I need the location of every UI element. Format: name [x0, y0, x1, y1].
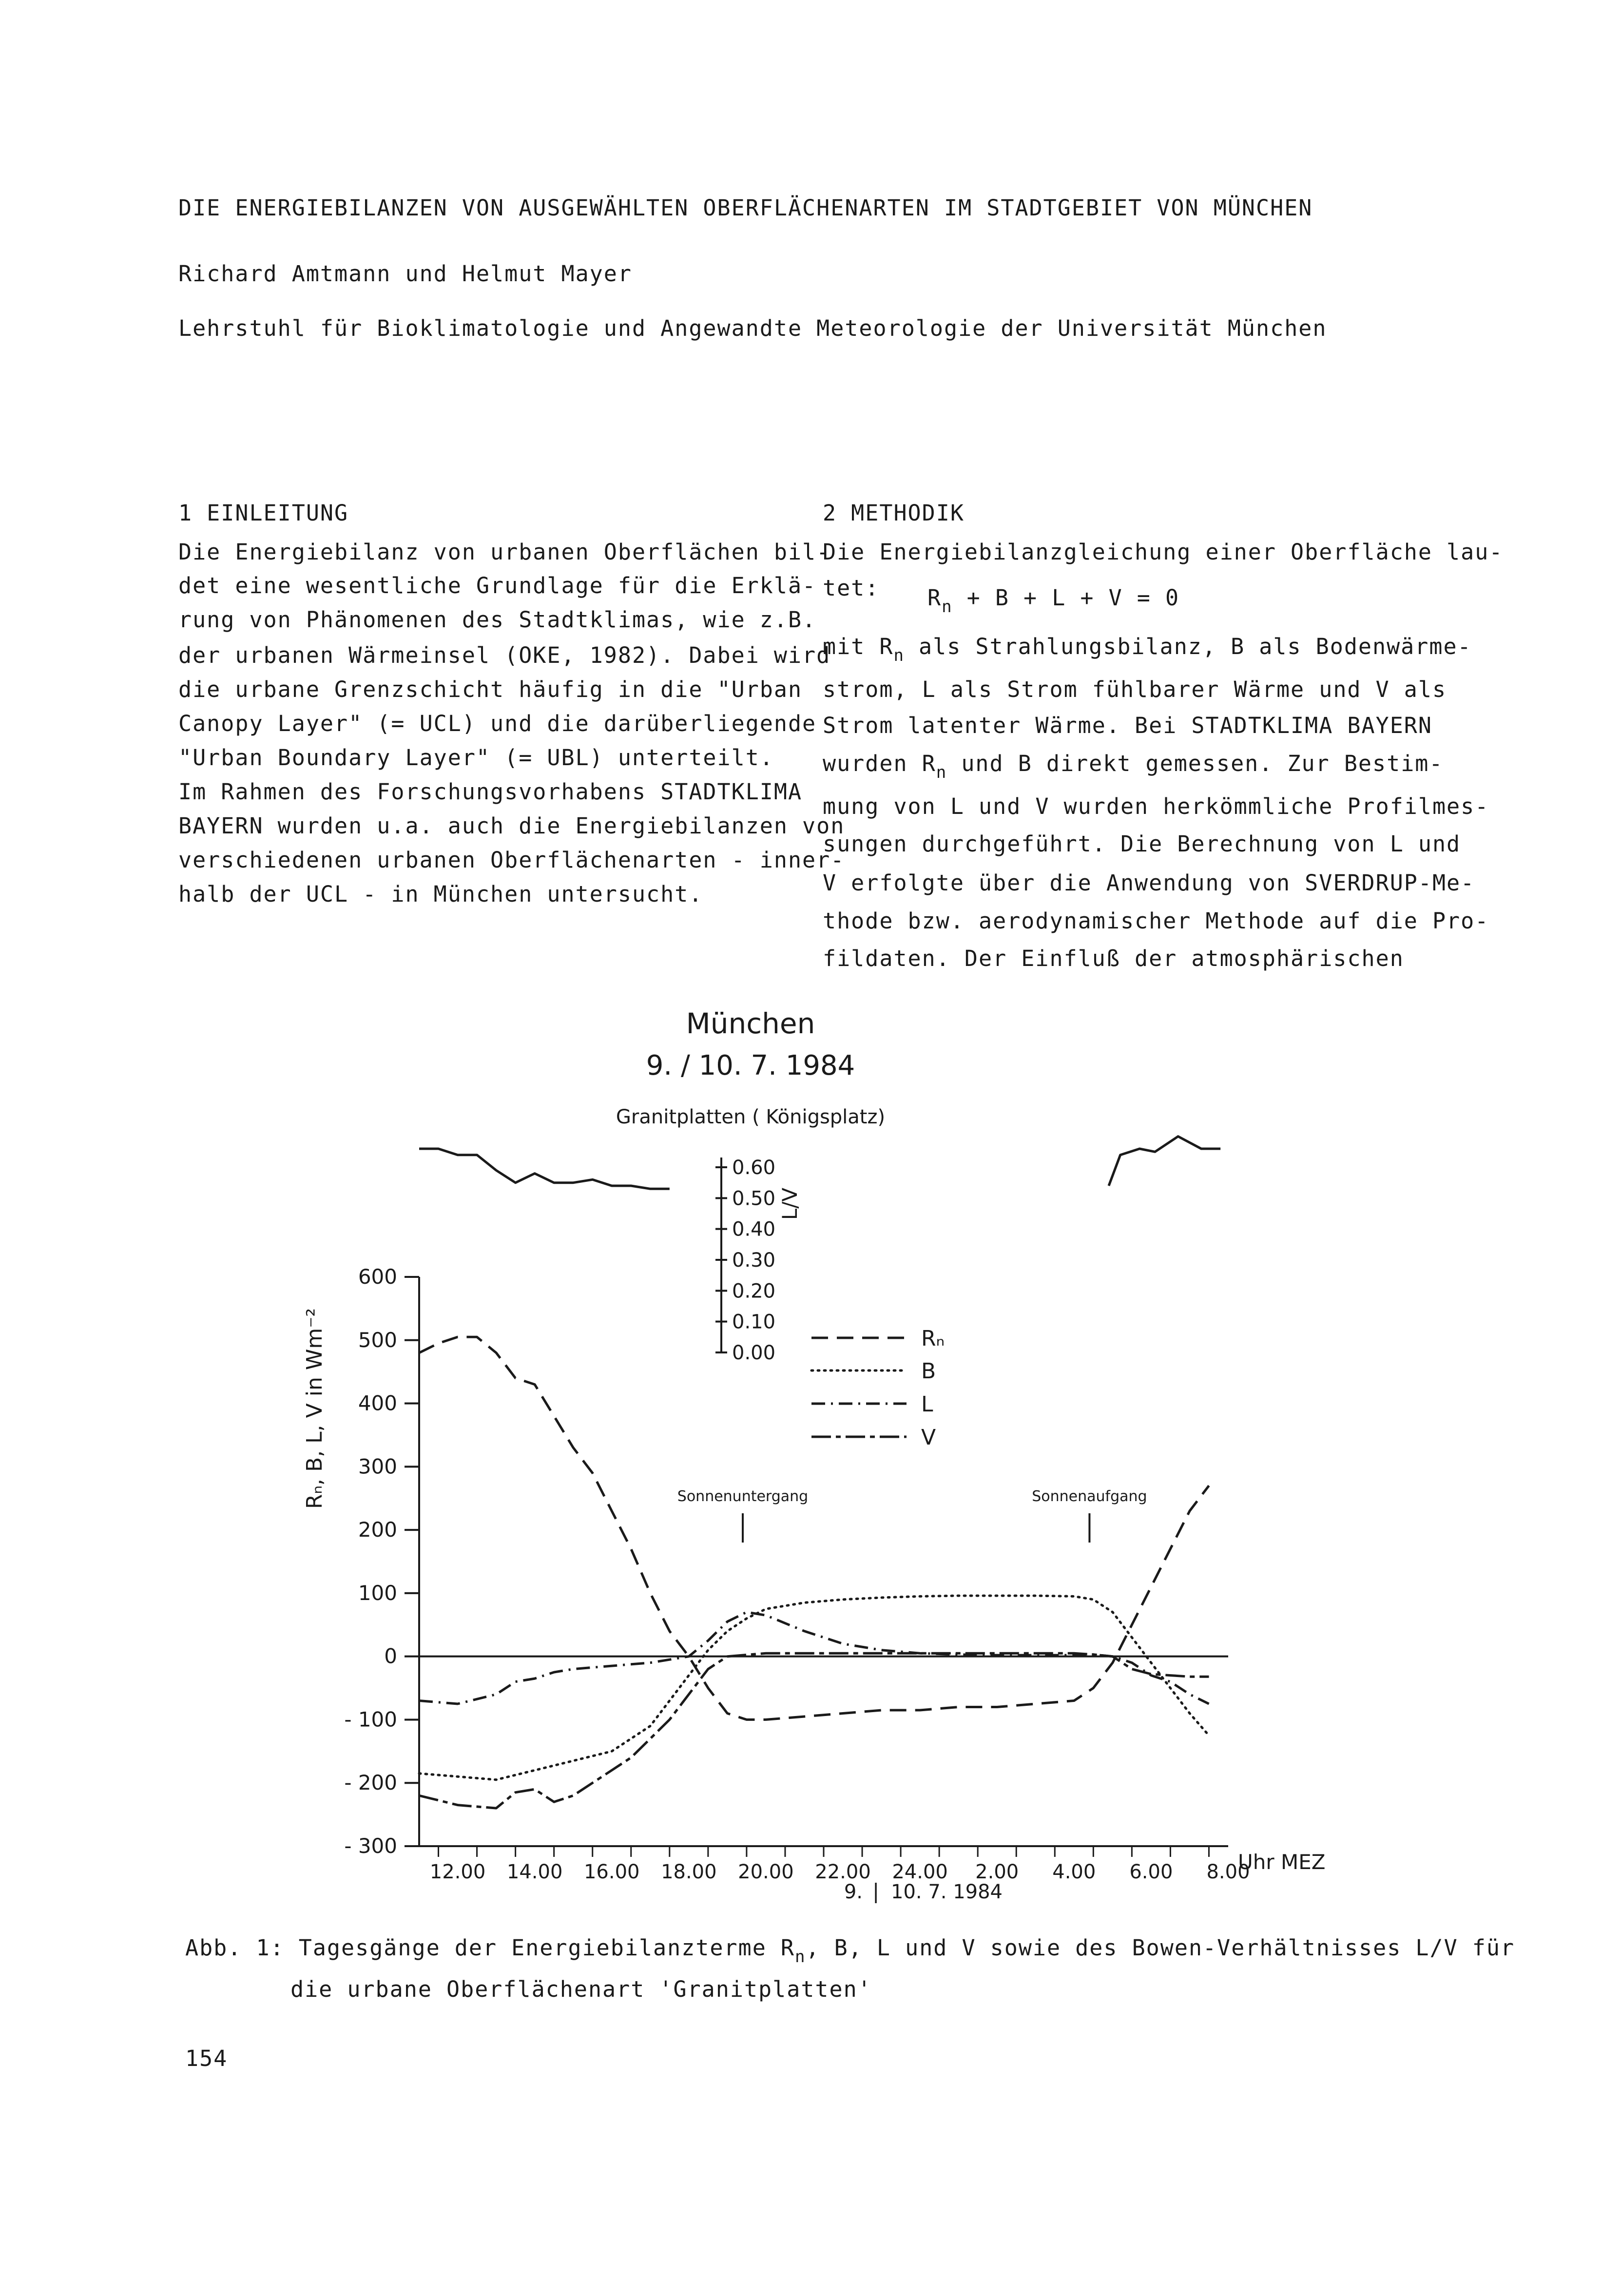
section-heading: 1 EINLEITUNG [178, 500, 349, 526]
x-tick-label: 4.00 [1052, 1861, 1096, 1883]
text-line: Die Energiebilanzgleichung einer Oberfläche lau- [823, 539, 1504, 565]
legend-label: B [921, 1359, 936, 1384]
x-tick-label: 6.00 [1129, 1861, 1173, 1883]
y-tick-label: 500 [358, 1328, 397, 1352]
paper-title: DIE ENERGIEBILANZEN VON AUSGEWÄHLTEN OBERFLÄCHENARTEN IM STADTGEBIET VON MÜNCHEN [178, 195, 1313, 221]
chart-subtitle: 9. / 10. 7. 1984 [646, 1050, 855, 1081]
x-axis-date-left: 9. [844, 1881, 863, 1903]
legend-label: Rₙ [921, 1326, 945, 1351]
annotation-label: Sonnenaufgang [1032, 1488, 1147, 1505]
page-number: 154 [185, 2045, 228, 2071]
text-line: strom, L als Strom fühlbarer Wärme und V als [823, 676, 1447, 702]
y-tick-label: 0 [384, 1644, 397, 1668]
chart-title: München [686, 1007, 815, 1040]
annotation-label: Sonnenuntergang [677, 1488, 809, 1505]
y-tick-label: 600 [358, 1265, 397, 1289]
x-tick-label: 8.00 [1206, 1861, 1250, 1883]
text-line: Strom latenter Wärme. Bei STADTKLIMA BAYERN [823, 713, 1432, 738]
x-tick-label: 14.00 [506, 1861, 563, 1883]
y-tick-label: - 300 [344, 1834, 397, 1858]
text-line: tet: [823, 575, 880, 601]
x-tick-label: 24.00 [892, 1861, 948, 1883]
y2-tick-label: 0.40 [732, 1218, 776, 1241]
chart-subtitle-location: Granitplatten ( Königsplatz) [616, 1106, 886, 1128]
text-line: V erfolgte über die Anwendung von SVERDRUP-Me- [823, 870, 1475, 896]
y-tick-label: 300 [358, 1454, 397, 1479]
y2-tick-label: 0.20 [732, 1280, 776, 1303]
text-line: Die Energiebilanz von urbanen Oberflächen bil- [178, 539, 831, 565]
y2-tick-label: 0.60 [732, 1157, 776, 1179]
y2-tick-label: 0.50 [732, 1187, 776, 1210]
x-tick-label: 20.00 [738, 1861, 794, 1883]
text-line: sungen durchgeführt. Die Berechnung von L und [823, 831, 1461, 857]
x-axis-unit-label: Uhr MEZ [1238, 1850, 1326, 1874]
y-tick-label: 400 [358, 1391, 397, 1415]
text-line: mung von L und V wurden herkömmliche Profilmes- [823, 793, 1489, 819]
series-line [419, 1653, 1209, 1808]
y2-tick-label: 0.00 [732, 1342, 776, 1364]
y-axis-label: Rₙ, B, L, V in Wm⁻² [302, 1308, 327, 1509]
figure-caption: Abb. 1: Tagesgänge der Energiebilanzterme $R_n$, B, L und V sowie des Bowen-Verhältnisses L/V für [185, 1935, 1515, 1967]
text-line: fildaten. Der Einfluß der atmosphärischen [823, 945, 1404, 971]
text-line: die urbane Grenzschicht häufig in die "Urban [178, 676, 803, 702]
y2-tick-label: 0.10 [732, 1311, 776, 1333]
legend-label: V [921, 1425, 936, 1450]
x-axis-date-separator: | [872, 1879, 880, 1903]
text-line: thode bzw. aerodynamischer Methode auf die Pro- [823, 908, 1489, 934]
series-line [1109, 1137, 1220, 1186]
y2-axis-label: L/V [778, 1187, 802, 1220]
authors: Richard Amtmann und Helmut Mayer [178, 261, 632, 287]
y-tick-label: 200 [358, 1518, 397, 1542]
text-line: "Urban Boundary Layer" (= UBL) unterteilt. [178, 745, 774, 771]
text-line: verschiedenen urbanen Oberflächenarten - inner- [178, 847, 845, 873]
energy-balance-chart [273, 1004, 1374, 1906]
text-line: rung von Phänomenen des Stadtklimas, wie z.B. [178, 607, 817, 633]
text-line: mit $R_n$ als Strahlungsbilanz, B als Bodenwärme- [823, 634, 1472, 665]
legend-label: L [921, 1392, 933, 1417]
x-tick-label: 18.00 [661, 1861, 717, 1883]
y-tick-label: - 200 [344, 1771, 397, 1795]
text-line: BAYERN wurden u.a. auch die Energiebilanzen von [178, 813, 845, 839]
series-line [419, 1149, 670, 1189]
text-line: der urbanen Wärmeinsel (OKE, 1982). Dabei wird [178, 642, 831, 668]
x-tick-label: 12.00 [429, 1861, 486, 1883]
x-tick-label: 22.00 [815, 1861, 871, 1883]
figure-caption-line2: die urbane Oberflächenart 'Granitplatten' [290, 1976, 872, 2002]
x-axis-date-right: 10. 7. 1984 [891, 1881, 1003, 1903]
text-line: Im Rahmen des Forschungsvorhabens STADTKLIMA [178, 779, 803, 805]
series-line [419, 1596, 1209, 1780]
y2-tick-label: 0.30 [732, 1249, 776, 1272]
text-line: Canopy Layer" (= UCL) und die darüberliegende [178, 711, 817, 736]
x-tick-label: 16.00 [583, 1861, 640, 1883]
y-tick-label: - 100 [344, 1707, 397, 1732]
y-tick-label: 100 [358, 1581, 397, 1605]
section-heading: 2 METHODIK [823, 500, 965, 526]
text-line: halb der UCL - in München untersucht. [178, 881, 703, 907]
energy-balance-equation: $R_n + B + L + V = 0$ [927, 585, 1180, 617]
affiliation: Lehrstuhl für Bioklimatologie und Angewandte Meteorologie der Universität München [178, 315, 1327, 341]
text-line: det eine wesentliche Grundlage für die Erklä- [178, 573, 817, 598]
text-line: wurden $R_n$ und B direkt gemessen. Zur Bestim- [823, 751, 1444, 782]
x-tick-label: 2.00 [975, 1861, 1019, 1883]
